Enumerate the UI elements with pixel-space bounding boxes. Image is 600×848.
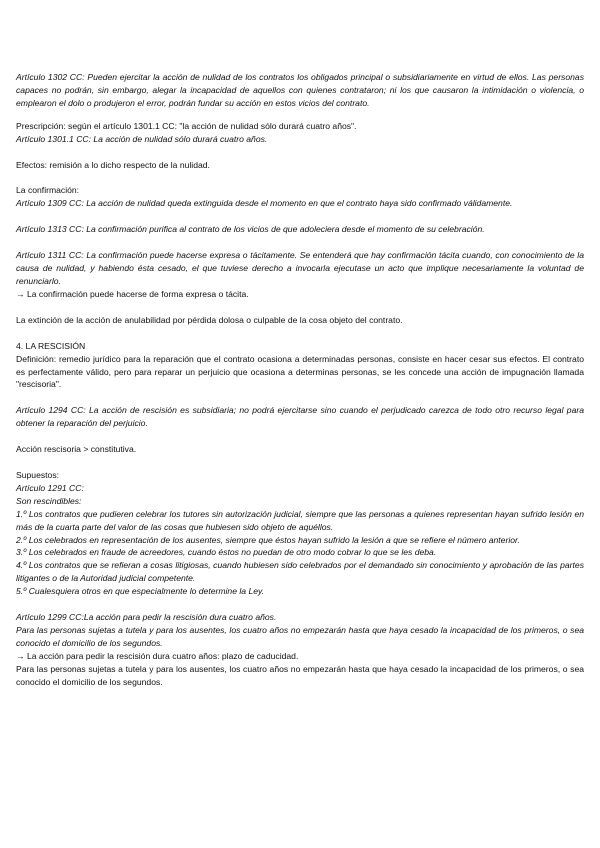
list-item: 1.º Los contratos que pudieren celebrar los tutores sin autorización judicial, siempre que las personas a quienes representan hayan sufrido lesión en más de la cuarta parte del valor de las cosas que hubiesen sido objeto de aquéllos.	[16, 508, 584, 532]
prescripcion-paragraph: Prescripción: según el artículo 1301.1 CC: "la acción de nulidad sólo durará cuatro años".	[16, 120, 357, 131]
efectos-paragraph: Efectos: remisión a lo dicho respecto de la nulidad.	[16, 159, 210, 170]
supuestos-heading: Supuestos:	[16, 470, 59, 481]
rescision-heading: 4. LA RESCISIÓN	[16, 340, 86, 351]
definicion-paragraph: Definición: remedio jurídico para la reparación que el contrato ocasiona a determinadas personas, consiste en hacer cesar sus efectos. El contrato es perfectamente válido, pero para reparar un perjuicio que ocasiona a determinas personas, se les concede una acción de impugnación llamada "rescisoria".	[16, 353, 584, 390]
list-item: 5.º Cualesquiera otros en que especialmente lo determine la Ley.	[16, 586, 265, 597]
article-1313: Artículo 1313 CC: La confirmación purifica al contrato de los vicios de que adoleciera desde el momento de su celebración.	[16, 224, 485, 235]
list-item: 4.º Los contratos que se refieran a cosas litigiosas, cuando hubiesen sido celebrados por el demandado sin conocimiento y aprobación de las partes litigantes o de la Autoridad judicial competente.	[16, 560, 584, 584]
extincion-paragraph: La extinción de la acción de anulabilidad por pérdida dolosa o culpable de la cosa objeto del contrato.	[16, 314, 403, 325]
article-1311: Artículo 1311 CC: La confirmación puede hacerse expresa o tácitamente. Se entenderá que hay confirmación tácita cuando, con conocimiento de la causa de nulidad, y habiendo ésta cesado, el que tuviese derecho a invocarla ejecutase un acto que implique necesariamente la voluntad de renunciarlo.	[16, 250, 584, 286]
list-item: 2.º Los celebrados en representación de los ausentes, siempre que éstos hayan sufrido la lesión a que se refiere el número anterior.	[16, 534, 520, 545]
accion-rescisoria-paragraph: Acción rescisoria > constitutiva.	[16, 444, 137, 455]
article-1309: Artículo 1309 CC: La acción de nulidad queda extinguida desde el momento en que el contrato haya sido confirmado válidamente.	[16, 198, 513, 209]
final-paragraph: Para las personas sujetas a tutela y para los ausentes, los cuatro años no empezarán hasta que haya cesado la incapacidad de los primeros, o sea conocido el domicilio de los segundos.	[16, 663, 584, 687]
article-1294: Artículo 1294 CC: La acción de rescisión es subsidiaria; no podrá ejercitarse sino cuando el perjudicado carezca de todo otro recurso legal para obtener la reparación del perjuicio.	[16, 405, 584, 429]
article-1301: Artículo 1301.1 CC: La acción de nulidad sólo durará cuatro años.	[16, 133, 268, 144]
list-item: 3.º Los celebrados en fraude de acreedores, cuando éstos no puedan de otro modo cobrar lo que se les deba.	[16, 547, 437, 558]
caducidad-arrow-note: → La acción para pedir la rescisión dura cuatro años: plazo de caducidad.	[16, 650, 299, 661]
article-1299: Artículo 1299 CC:La acción para pedir la rescisión dura cuatro años.	[16, 612, 277, 623]
confirmacion-heading: La confirmación:	[16, 185, 80, 196]
article-1291-title: Artículo 1291 CC:	[16, 482, 84, 493]
article-1302: Artículo 1302 CC: Pueden ejercitar la acción de nulidad de los contratos los obligados principal o subsidiariamente en virtud de ellos. Las personas capaces no podrán, sin embargo, alegar la incapacidad de aquellos con quienes contrataron; ni los que causaron la intimidación o violencia, o emplearon el dolo o produjeron el error, podrán fundar su acción en estos vicios del contrato.	[16, 72, 584, 108]
article-1299-body: Para las personas sujetas a tutela y para los ausentes, los cuatro años no empezarán hasta que haya cesado la incapacidad de los primeros, o sea conocido el domicilio de los segundos.	[16, 625, 584, 648]
rescindibles-label: Son rescindibles:	[16, 495, 82, 506]
confirmacion-arrow-note: → La confirmación puede hacerse de forma expresa o tácita.	[16, 288, 249, 299]
document-page	[16, 71, 584, 689]
